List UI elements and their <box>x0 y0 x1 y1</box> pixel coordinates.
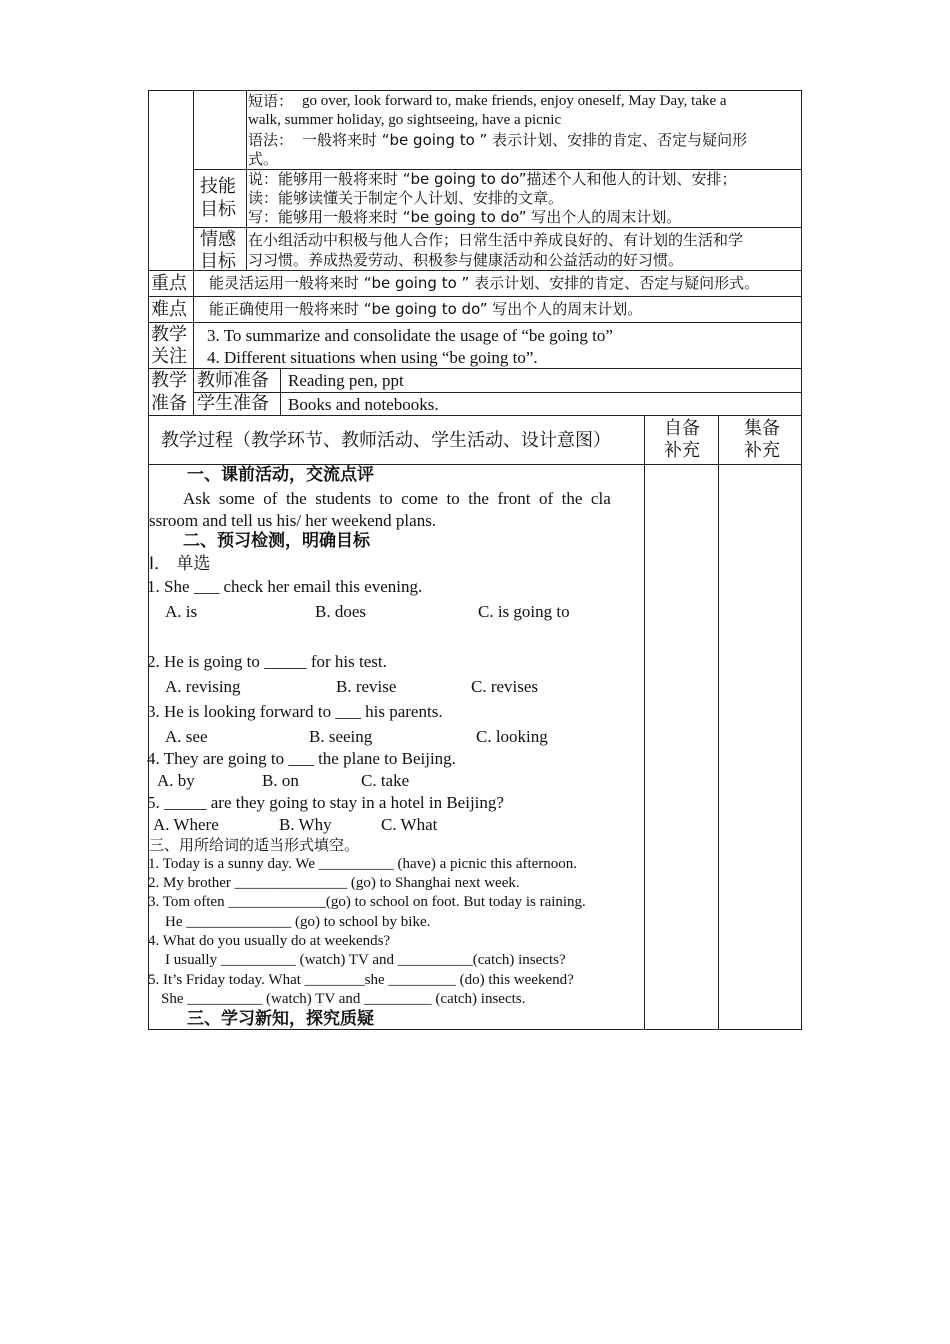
question-1-option-c: C. is going to <box>478 602 570 621</box>
emotion-line2: 习习惯。养成热爱劳动、积极参与健康活动和公益活动的好习惯。 <box>248 251 684 269</box>
student-prep-label: 学生准备 <box>197 393 269 414</box>
skills-line1: 说：能够用一般将来时 “be going to do”描述个人和他人的计划、安排； <box>248 170 737 188</box>
question-5-option-b: B. Why <box>279 815 332 834</box>
emotion-label-1: 情感 <box>200 229 236 250</box>
label-col-cell <box>193 90 247 170</box>
question-1-option-b: B. does <box>315 602 366 621</box>
focus-item-1: 3. To summarize and consolidate the usage of “be going to” <box>207 326 613 345</box>
grammar-line1: 一般将来时 “be going to ” 表示计划、安排的肯定、否定与疑问形 <box>302 131 748 149</box>
skills-line3: 写：能够用一般将来时 “be going to do” 写出个人的周末计划。 <box>248 208 682 226</box>
emotion-label-2: 目标 <box>200 251 236 272</box>
group-prep-header-2: 补充 <box>744 440 780 461</box>
key-point-label: 重点 <box>151 273 187 294</box>
section1-title: 一、课前活动，交流点评 <box>187 465 374 485</box>
fill-5: 5. It’s Friday today. What ________she _________ (do) this weekend? <box>148 972 574 988</box>
phrases-line2: walk, summer holiday, go sightseeing, have a picnic <box>248 112 562 128</box>
skills-label-1: 技能 <box>200 176 236 197</box>
question-1-option-a: A. is <box>165 602 198 621</box>
section2-title: 二、预习检测，明确目标 <box>183 531 370 551</box>
section1-line1: Ask some of the students to come to the front of the cla <box>183 489 611 508</box>
question-2-option-b: B. revise <box>336 677 397 696</box>
phrases-line1: go over, look forward to, make friends, enjoy oneself, May Day, take a <box>302 93 727 109</box>
skills-label-2: 目标 <box>200 199 236 220</box>
question-3-option-b: B. seeing <box>309 727 373 746</box>
focus-label-1: 教学 <box>151 324 187 345</box>
difficulty-label: 难点 <box>151 299 187 320</box>
self-prep-header-1: 自备 <box>664 418 700 439</box>
question-4: 4. They are going to ___ the plane to Beijing. <box>147 749 456 768</box>
fill-4-continued: I usually __________ (watch) TV and __________(catch) insects? <box>165 952 566 968</box>
question-2: 2. He is going to _____ for his test. <box>147 652 387 671</box>
teacher-prep-label: 教师准备 <box>197 370 269 391</box>
prep-label-2: 准备 <box>151 393 187 414</box>
process-header-title: 教学过程（教学环节、教师活动、学生活动、设计意图） <box>161 430 611 451</box>
process-body-col3-cell <box>718 464 802 1030</box>
process-body-col2-cell <box>644 464 719 1030</box>
focus-label-2: 关注 <box>151 346 187 367</box>
prep-label-1: 教学 <box>151 370 187 391</box>
teacher-prep-value: Reading pen, ppt <box>288 371 404 390</box>
self-prep-header-2: 补充 <box>664 440 700 461</box>
question-3: 3. He is looking forward to ___ his parents. <box>147 702 443 721</box>
question-4-option-b: B. on <box>262 771 299 790</box>
fill-3-continued: He ______________ (go) to school by bike. <box>165 914 431 930</box>
question-4-option-a: A. by <box>157 771 195 790</box>
question-3-option-a: A. see <box>165 727 208 746</box>
question-4-option-c: C. take <box>361 771 410 790</box>
emotion-line1: 在小组活动中积极与他人合作；日常生活中养成良好的、有计划的生活和学 <box>248 231 744 249</box>
question-2-option-a: A. revising <box>165 677 241 696</box>
group-prep-header-1: 集备 <box>744 418 780 439</box>
part1-label: I． 单选 <box>149 554 211 574</box>
section3-title: 三、学习新知，探究质疑 <box>187 1009 374 1029</box>
part3-title: 三、用所给词的适当形式填空。 <box>149 836 360 854</box>
fill-4: 4. What do you usually do at weekends? <box>148 933 391 949</box>
grammar-label: 语法： <box>248 131 294 149</box>
skills-line2: 读：能够读懂关于制定个人计划、安排的文章。 <box>248 189 564 207</box>
fill-1: 1. Today is a sunny day. We __________ (have) a picnic this afternoon. <box>148 856 578 872</box>
question-5-option-c: C. What <box>381 815 438 834</box>
fill-5-continued: She __________ (watch) TV and _________ (catch) insects. <box>161 991 526 1007</box>
question-5: 5. _____ are they going to stay in a hotel in Beijing? <box>147 793 504 812</box>
phrases-label: 短语： <box>248 92 294 110</box>
difficulty-text: 能正确使用一般将来时 “be going to do” 写出个人的周末计划。 <box>209 300 643 318</box>
student-prep-value: Books and notebooks. <box>288 395 439 414</box>
focus-item-2: 4. Different situations when using “be going to”. <box>207 348 538 367</box>
grammar-line2: 式。 <box>248 150 279 168</box>
question-2-option-c: C. revises <box>471 677 539 696</box>
section1-line2: ssroom and tell us his/ her weekend plans. <box>149 511 437 530</box>
fill-2: 2. My brother _______________ (go) to Shanghai next week. <box>148 875 520 891</box>
outer-col-cell <box>148 90 194 271</box>
question-3-option-c: C. looking <box>476 727 548 746</box>
question-5-option-a: A. Where <box>153 815 219 834</box>
question-1: 1. She ___ check her email this evening. <box>147 577 423 596</box>
key-point-text: 能灵活运用一般将来时 “be going to ” 表示计划、安排的肯定、否定与疑问形式。 <box>209 274 760 292</box>
fill-3: 3. Tom often _____________(go) to school on foot. But today is raining. <box>148 894 586 910</box>
